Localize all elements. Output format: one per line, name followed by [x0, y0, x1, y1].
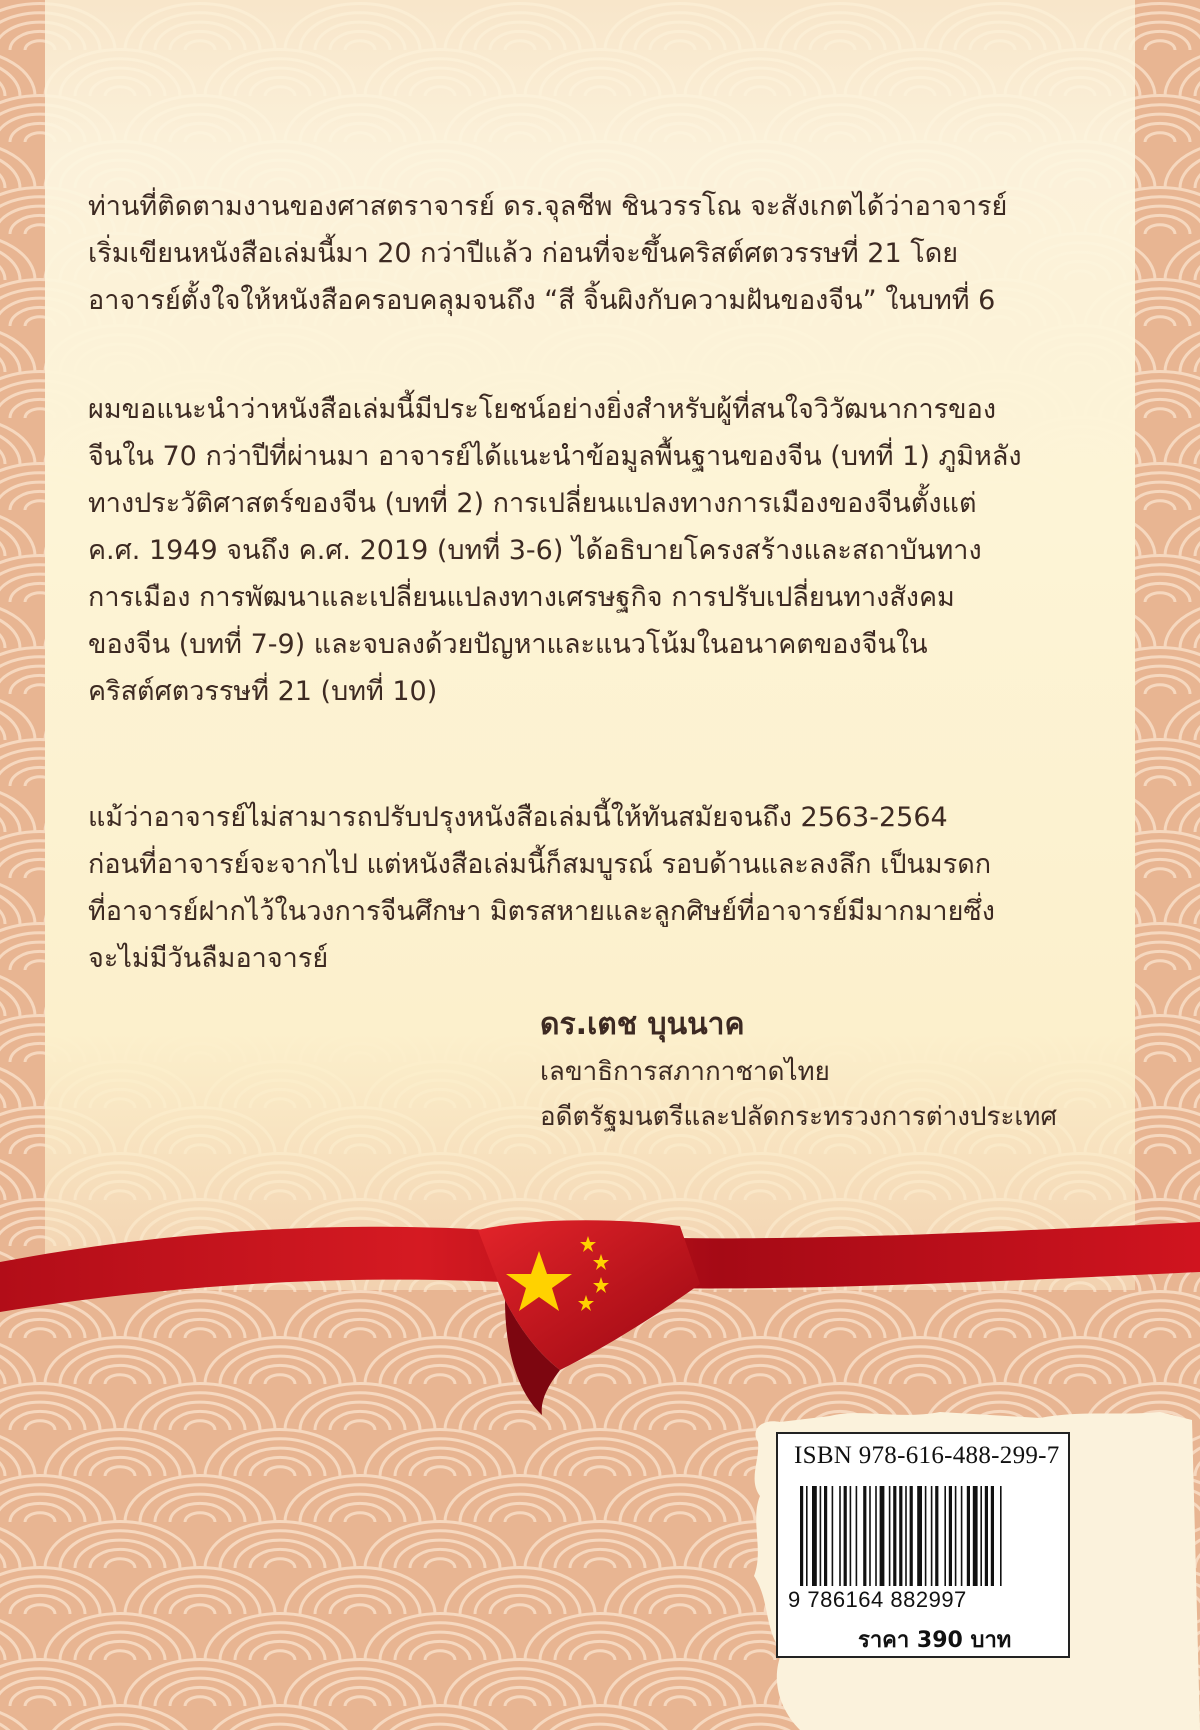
wave-arc: [1165, 786, 1200, 832]
wave-arc: [285, 1660, 435, 1707]
wave-arc: [0, 786, 35, 833]
wave-arc: [365, 1705, 515, 1730]
wave-arc: [445, 1476, 595, 1523]
barcode-bar: [869, 1486, 871, 1586]
text-line: จีนใน 70 กว่าปีที่ผ่านมา อาจารย์ได้แนะนำข้อมูลพื้นฐานของจีน (บทที่ 1) ภูมิหลัง: [88, 441, 1022, 472]
wave-arc: [0, 1568, 115, 1615]
wave-arc: [1165, 418, 1200, 464]
barcode-bar: [980, 1486, 982, 1586]
text-line: จะไม่มีวันลืมอาจารย์: [88, 943, 329, 974]
wave-arc: [0, 878, 35, 925]
wave-arc: [445, 1568, 595, 1615]
wave-arc: [205, 1705, 355, 1730]
wave-arc: [445, 1660, 595, 1707]
wave-arc: [1165, 234, 1200, 280]
isbn-label: ISBN 978-616-488-299-7: [794, 1442, 1060, 1469]
wave-arc: [205, 1614, 355, 1661]
paragraph-3: [88, 794, 1100, 982]
barcode-bar: [973, 1486, 978, 1586]
barcode-bar: [955, 1486, 957, 1586]
barcode-bar: [910, 1486, 913, 1586]
text-line: อาจารย์ตั้งใจให้หนังสือครอบคลุมจนถึง “สี จิ้นผิงกับความฝันของจีน” ในบทที่ 6: [88, 285, 996, 316]
barcode-bar: [949, 1486, 952, 1586]
ribbon-banner: [0, 1180, 1200, 1430]
wave-arc: [0, 1705, 35, 1730]
barcode-bar: [875, 1486, 877, 1586]
barcode-bar: [806, 1486, 808, 1586]
signature-name: ดร.เตช บุนนาค: [540, 1007, 745, 1042]
wave-arc: [0, 326, 35, 373]
wave-arc: [525, 1521, 675, 1568]
barcode-bar: [850, 1486, 852, 1586]
signature-role: เลขาธิการสภากาชาดไทย: [540, 1057, 830, 1087]
barcode-bar: [944, 1486, 946, 1586]
text-line: ทางประวัติศาสตร์ของจีน (บทที่ 2) การเปลี่ยนแปลงทางการเมืองของจีนตั้งแต่: [88, 488, 977, 519]
text-line: เริ่มเขียนหนังสือเล่มนี้มา 20 กว่าปีแล้ว ก่อนที่จะขึ้นคริสต์ศตวรรษที่ 21 โดย: [88, 238, 959, 269]
wave-arc: [285, 1476, 435, 1523]
wave-arc: [0, 602, 35, 649]
barcode-bar: [1000, 1486, 1002, 1586]
barcode-bar: [967, 1486, 970, 1586]
isbn-barcode-box: [776, 1432, 1070, 1658]
wave-arc: [1165, 1062, 1200, 1108]
text-line: การเมือง การพัฒนาและเปลี่ยนแปลงทางเศรษฐกิจ การปรับเปลี่ยนทางสังคม: [88, 582, 955, 613]
barcode-bar: [931, 1486, 933, 1586]
text-line: ผมขอแนะนำว่าหนังสือเล่มนี้มีประโยชน์อย่างยิ่งสำหรับผู้ที่สนใจวิวัฒนาการของ: [88, 394, 997, 425]
wave-arc: [0, 510, 35, 557]
text-line: แม้ว่าอาจารย์ไม่สามารถปรับปรุงหนังสือเล่มนี้ให้ทันสมัยจนถึง 2563-2564: [88, 802, 948, 833]
wave-arc: [0, 1660, 115, 1707]
barcode-bar: [893, 1486, 896, 1586]
text-line: ท่านที่ติดตามงานของศาสตราจารย์ ดร.จุลชีพ ชินวรรโณ จะสังเกตได้ว่าอาจารย์: [88, 191, 1008, 222]
wave-arc: [0, 418, 35, 465]
text-line: ก่อนที่อาจารย์จะจากไป แต่หนังสือเล่มนี้ก็สมบูรณ์ รอบด้านและลงลึก เป็นมรดก: [88, 849, 992, 880]
wave-arc: [1165, 970, 1200, 1016]
paragraph-1: [88, 183, 1100, 324]
wave-arc: [525, 1614, 675, 1661]
barcode-bar: [925, 1486, 927, 1586]
wave-arc: [525, 1705, 675, 1730]
wave-arc: [0, 970, 35, 1017]
wave-arc: [605, 1568, 755, 1615]
barcode-bar: [832, 1486, 834, 1586]
wave-arc: [285, 1568, 435, 1615]
barcode-bar: [935, 1486, 938, 1586]
wave-arc: [1165, 510, 1200, 556]
wave-arc: [0, 1614, 35, 1661]
wave-arc: [205, 1430, 355, 1477]
wave-arc: [0, 234, 35, 281]
text-line: คริสต์ศตวรรษที่ 21 (บทที่ 10): [88, 676, 438, 707]
barcode-bar: [824, 1486, 827, 1586]
barcode-bar: [899, 1486, 902, 1586]
wave-arc: [205, 1521, 355, 1568]
barcode-bar: [985, 1486, 988, 1586]
wave-arc: [125, 1660, 275, 1707]
wave-arc: [125, 1568, 275, 1615]
barcode-bar: [856, 1486, 858, 1586]
wave-arc: [0, 1430, 35, 1477]
signature-role: อดีตรัฐมนตรีและปลัดกระทรวงการต่างประเทศ: [540, 1102, 1057, 1132]
wave-arc: [365, 1521, 515, 1568]
wave-arc: [0, 49, 35, 96]
barcode-bar: [844, 1486, 847, 1586]
wave-arc: [0, 694, 35, 741]
wave-arc: [605, 1660, 755, 1707]
wave-arc: [1165, 602, 1200, 648]
barcode-bar: [905, 1486, 907, 1586]
barcode-bar: [812, 1486, 817, 1586]
barcode-bar: [863, 1486, 866, 1586]
wave-arc: [605, 1476, 755, 1523]
wave-arc: [1165, 142, 1200, 188]
wave-arc: [125, 1476, 275, 1523]
barcode-bar: [880, 1486, 885, 1586]
signature-block: [540, 1000, 1057, 1140]
ean-digits: 9 786164 882997: [788, 1587, 967, 1612]
wave-arc: [1165, 878, 1200, 924]
barcode-bar: [820, 1486, 822, 1586]
barcode-bar: [961, 1486, 963, 1586]
wave-arc: [1165, 326, 1200, 372]
barcode-bar: [889, 1486, 891, 1586]
barcode-bar: [839, 1486, 841, 1586]
wave-arc: [0, 1521, 35, 1568]
paragraph-2: [88, 386, 1100, 715]
wave-arc: [365, 1614, 515, 1661]
wave-arc: [0, 142, 35, 189]
price-label: ราคา 390 บาท: [858, 1628, 1012, 1653]
wave-arc: [1165, 694, 1200, 740]
text-line: ที่อาจารย์ฝากไว้ในวงการจีนศึกษา มิตรสหายและลูกศิษย์ที่อาจารย์มีมากมายซึ่ง: [88, 896, 995, 927]
wave-arc: [365, 1430, 515, 1477]
text-line: ของจีน (บทที่ 7-9) และจบลงด้วยปัญหาและแนวโน้มในอนาคตของจีนใน: [88, 629, 928, 660]
barcode-bar: [991, 1486, 994, 1586]
wave-arc: [45, 1430, 195, 1477]
wave-arc: [0, 1476, 115, 1523]
wave-arc: [45, 1521, 195, 1568]
text-line: ค.ศ. 1949 จนถึง ค.ศ. 2019 (บทที่ 3-6) ได้อธิบายโครงสร้างและสถาบันทาง: [88, 535, 982, 566]
wave-arc: [0, 1062, 35, 1109]
barcode-bar: [917, 1486, 922, 1586]
wave-arc: [1165, 50, 1200, 96]
wave-arc: [525, 1430, 675, 1477]
barcode-bar: [800, 1486, 803, 1586]
wave-arc: [45, 1614, 195, 1661]
barcode-icon: [798, 1486, 1052, 1586]
wave-arc: [45, 1705, 195, 1730]
